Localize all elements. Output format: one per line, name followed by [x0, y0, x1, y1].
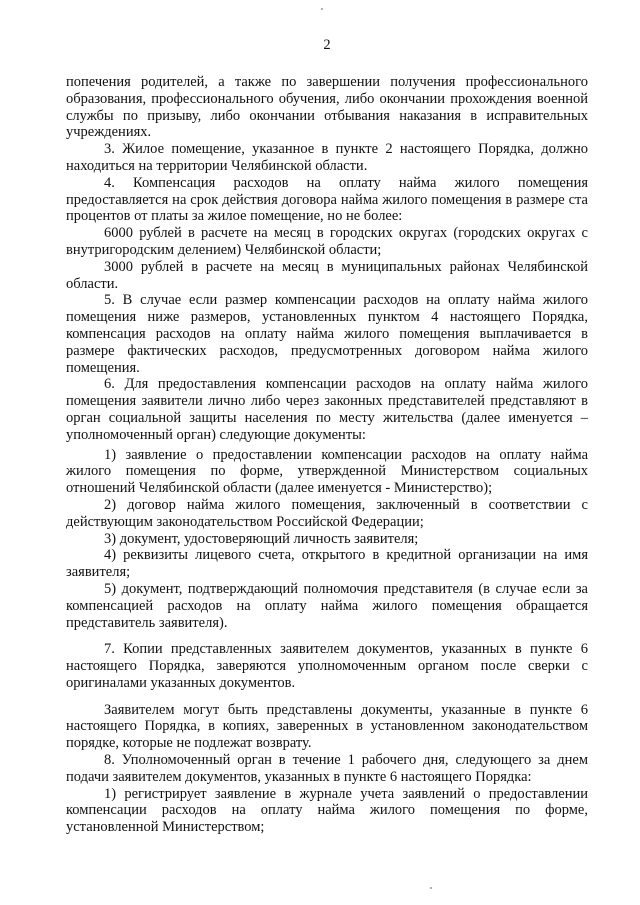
paragraph-item-6: 6. Для предоставления компенсации расходов на оплату найма жилого помещения заявители лично либо через законных представителей представляют в орган социальной защиты населения по месту жительства (далее именуется – уполномоченный орган) следующие документы:: [66, 376, 588, 443]
paragraph-item-5: 5. В случае если размер компенсации расходов на оплату найма жилого помещения ниже размеров, установленных пунктом 4 настоящего Порядка, компенсация расходов на оплату найма жилого помещения выплачивается в размере фактических расходов, предусмотренных договором найма жилого помещения.: [66, 292, 588, 376]
document-body: [66, 74, 588, 836]
paragraph-item-4: 4. Компенсация расходов на оплату найма жилого помещения предоставляется на срок действия договора найма жилого помещения в размере ста процентов от платы за жилое помещение, но не более:: [66, 174, 588, 225]
document-list-item-1: 1) заявление о предоставлении компенсации расходов на оплату найма жилого помещения по форме, утвержденной Министерством социальных отношений Челябинской области (далее именуется - Министерство);: [66, 446, 588, 497]
paragraph-item-3: 3. Жилое помещение, указанное в пункте 2 настоящего Порядка, должно находиться на территории Челябинской области.: [66, 141, 588, 174]
scan-speck: [321, 8, 323, 10]
paragraph-limit-district: 3000 рублей в расчете на месяц в муниципальных районах Челябинской области.: [66, 258, 588, 292]
paragraph-continuation: попечения родителей, а также по завершении получения профессионального образования, профессионального обучения, либо окончании прохождения военной службы по призыву, либо окончании отбывания наказания в исправительных учреждениях.: [66, 74, 588, 141]
action-list-item-1: 1) регистрирует заявление в журнале учета заявлений о предоставлении компенсации расходов на оплату найма жилого помещения по форме, установленной Министерством;: [66, 785, 588, 836]
document-list-item-4: 4) реквизиты лицевого счета, открытого в кредитной организации на имя заявителя;: [66, 547, 588, 581]
paragraph-limit-city: 6000 рублей в расчете на месяц в городских округах (городских округах с внутригородским делением) Челябинской области;: [66, 225, 588, 258]
document-list-item-5: 5) документ, подтверждающий полномочия представителя (в случае если за компенсацией расходов на оплату найма жилого помещения обращается представитель заявителя).: [66, 580, 588, 631]
paragraph-item-8: 8. Уполномоченный орган в течение 1 рабочего дня, следующего за днем подачи заявителем документов, указанных в пункте 6 настоящего Порядка:: [66, 752, 588, 785]
document-list-item-2: 2) договор найма жилого помещения, заключенный в соответствии с действующим законодательством Российской Федерации;: [66, 496, 588, 530]
page-number: 2: [323, 37, 331, 53]
paragraph-item-7: 7. Копии представленных заявителем документов, указанных в пункте 6 настоящего Порядка, заверяются уполномоченным органом после сверки с оригиналами указанных документов.: [66, 641, 588, 691]
scan-speck: [430, 887, 432, 889]
paragraph-certified-copies: Заявителем могут быть представлены документы, указанные в пункте 6 настоящего Порядка, в копиях, заверенных в установленном законодательством порядке, которые не подлежат возврату.: [66, 701, 588, 752]
document-list-item-3: 3) документ, удостоверяющий личность заявителя;: [104, 530, 419, 547]
